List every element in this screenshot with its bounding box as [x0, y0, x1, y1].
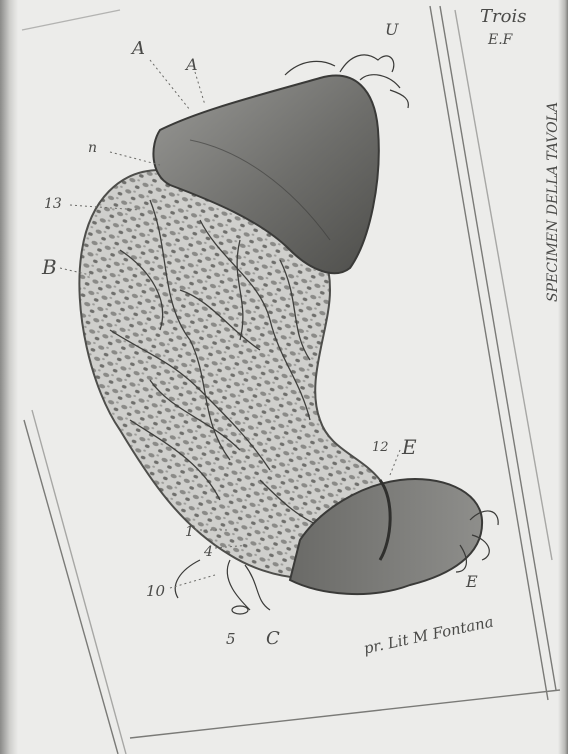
- label-1: 1: [185, 524, 194, 540]
- label-e-1: E: [402, 435, 417, 459]
- label-a-1: A: [132, 38, 145, 59]
- label-13: 13: [44, 196, 62, 212]
- label-4: 4: [204, 544, 213, 560]
- label-12: 12: [372, 440, 389, 455]
- corner-note: Trois: [480, 6, 527, 27]
- label-a-2: A: [186, 55, 198, 74]
- label-e-2: E: [466, 572, 478, 591]
- label-10: 10: [146, 582, 166, 600]
- label-u: U: [385, 20, 399, 39]
- signature: pr. Lit M Fontana: [362, 612, 496, 658]
- corner-note-letters: E.F: [488, 32, 513, 48]
- label-5: 5: [226, 630, 236, 648]
- vertical-title-wrap: [505, 10, 565, 310]
- label-n: n: [88, 140, 98, 156]
- vertical-title: SPECIMEN DELLA TAVOLA: [545, 101, 561, 302]
- label-c: C: [266, 628, 280, 649]
- label-b: B: [42, 255, 57, 279]
